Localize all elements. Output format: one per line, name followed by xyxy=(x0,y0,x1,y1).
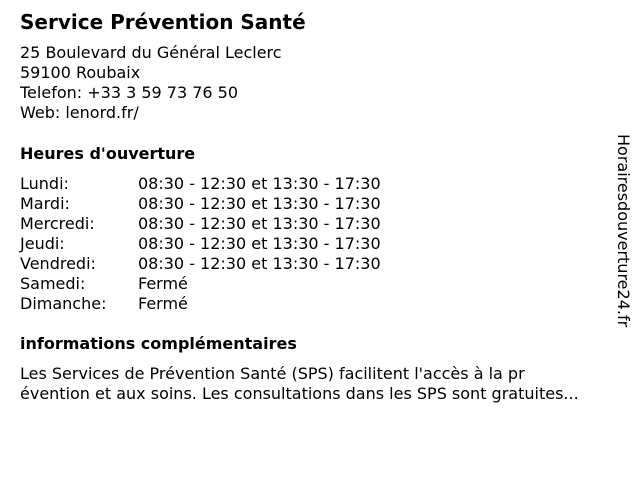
day-label: Mardi: xyxy=(20,194,70,213)
time-value: Fermé xyxy=(138,274,188,293)
site-watermark xyxy=(612,134,634,344)
day-label: Vendredi: xyxy=(20,254,96,273)
address-city: 59100 Roubaix xyxy=(20,63,141,82)
info-description xyxy=(20,364,620,404)
business-contact-block xyxy=(20,43,282,123)
address-street: 25 Boulevard du Général Leclerc xyxy=(20,43,282,62)
time-value: 08:30 - 12:30 et 13:30 - 17:30 xyxy=(138,254,381,273)
time-value: 08:30 - 12:30 et 13:30 - 17:30 xyxy=(138,194,381,213)
info-line: Les Services de Prévention Santé (SPS) facilitent l'accès à la pr xyxy=(20,364,525,383)
business-name: Service Prévention Santé xyxy=(20,10,306,34)
info-line: évention et aux soins. Les consultations dans les SPS sont gratuites... xyxy=(20,384,579,403)
day-label: Samedi: xyxy=(20,274,86,293)
time-value: 08:30 - 12:30 et 13:30 - 17:30 xyxy=(138,234,381,253)
phone-number: Telefon: +33 3 59 73 76 50 xyxy=(20,83,239,102)
watermark-text: Horairesdouverture24.fr xyxy=(614,134,633,328)
time-value: Fermé xyxy=(138,294,188,313)
day-label: Mercredi: xyxy=(20,214,95,233)
time-value: 08:30 - 12:30 et 13:30 - 17:30 xyxy=(138,214,381,233)
day-label: Jeudi: xyxy=(20,234,65,253)
day-label: Dimanche: xyxy=(20,294,107,313)
day-label: Lundi: xyxy=(20,174,69,193)
website-link[interactable]: Web: lenord.fr/ xyxy=(20,103,139,122)
hours-heading: Heures d'ouverture xyxy=(20,144,196,163)
time-value: 08:30 - 12:30 et 13:30 - 17:30 xyxy=(138,174,381,193)
info-heading: informations complémentaires xyxy=(20,334,297,353)
